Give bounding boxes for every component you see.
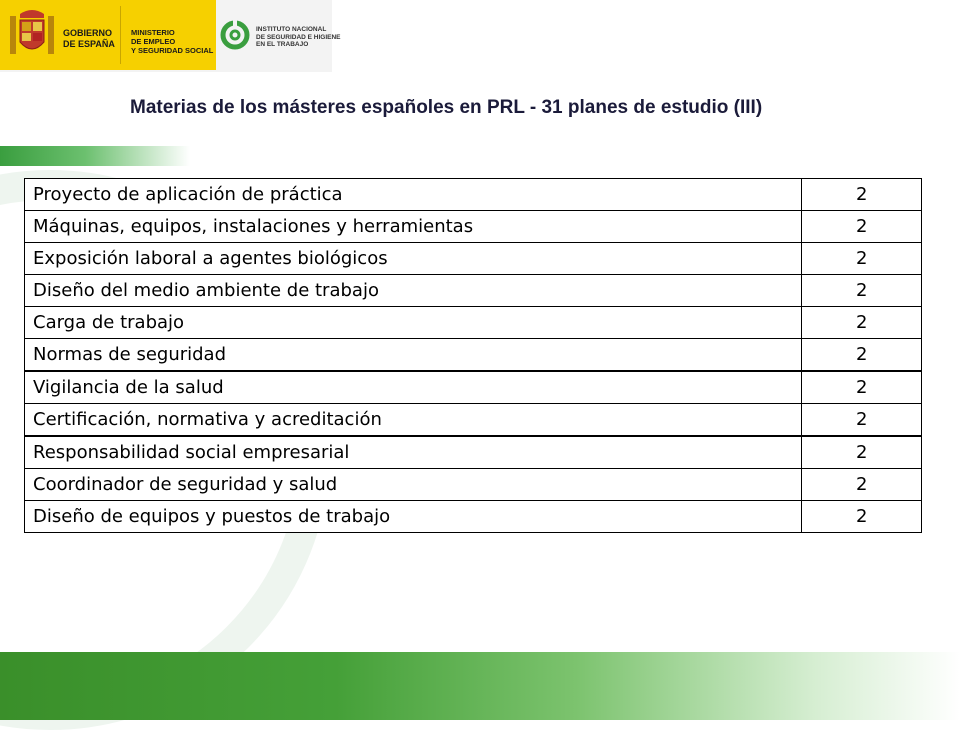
ministry-label: MINISTERIO DE EMPLEO Y SEGURIDAD SOCIAL [131, 28, 214, 55]
value-cell: 2 [802, 275, 922, 307]
value-cell: 2 [802, 371, 922, 404]
subject-cell: Responsabilidad social empresarial [25, 436, 802, 469]
value-cell: 2 [802, 436, 922, 469]
subject-cell: Diseño de equipos y puestos de trabajo [25, 501, 802, 533]
value-cell: 2 [802, 243, 922, 275]
government-logo-block [0, 0, 216, 70]
subject-cell: Máquinas, equipos, instalaciones y herramientas [25, 211, 802, 243]
subject-cell: Coordinador de seguridad y salud [25, 469, 802, 501]
value-cell: 2 [802, 339, 922, 372]
subject-cell: Normas de seguridad [25, 339, 802, 372]
table-row [25, 275, 922, 307]
logo-divider [120, 6, 121, 64]
table-row [25, 179, 922, 211]
table-row [25, 307, 922, 339]
subjects-table [24, 178, 922, 533]
value-cell: 2 [802, 501, 922, 533]
government-label: GOBIERNO DE ESPAÑA [63, 28, 115, 49]
subject-cell: Proyecto de aplicación de práctica [25, 179, 802, 211]
table-row [25, 501, 922, 533]
page-title: Materias de los másteres españoles en PRL - 31 planes de estudio (III) [130, 97, 763, 118]
table-row [25, 404, 922, 437]
top-green-accent-bar [0, 146, 190, 166]
insht-logo-icon [220, 20, 250, 50]
value-cell: 2 [802, 211, 922, 243]
table-row [25, 436, 922, 469]
subject-cell: Diseño del medio ambiente de trabajo [25, 275, 802, 307]
bottom-green-footer-bar [0, 652, 960, 720]
coat-of-arms-icon [8, 6, 56, 62]
table-row [25, 371, 922, 404]
table-row [25, 243, 922, 275]
subject-cell: Exposición laboral a agentes biológicos [25, 243, 802, 275]
subject-cell: Carga de trabajo [25, 307, 802, 339]
value-cell: 2 [802, 404, 922, 437]
insht-label: INSTITUTO NACIONAL DE SEGURIDAD E HIGIENE EN EL TRABAJO [256, 26, 341, 48]
value-cell: 2 [802, 179, 922, 211]
table-row [25, 339, 922, 372]
value-cell: 2 [802, 469, 922, 501]
value-cell: 2 [802, 307, 922, 339]
table-row [25, 211, 922, 243]
table-row [25, 469, 922, 501]
subject-cell: Vigilancia de la salud [25, 371, 802, 404]
subject-cell: Certificación, normativa y acreditación [25, 404, 802, 437]
